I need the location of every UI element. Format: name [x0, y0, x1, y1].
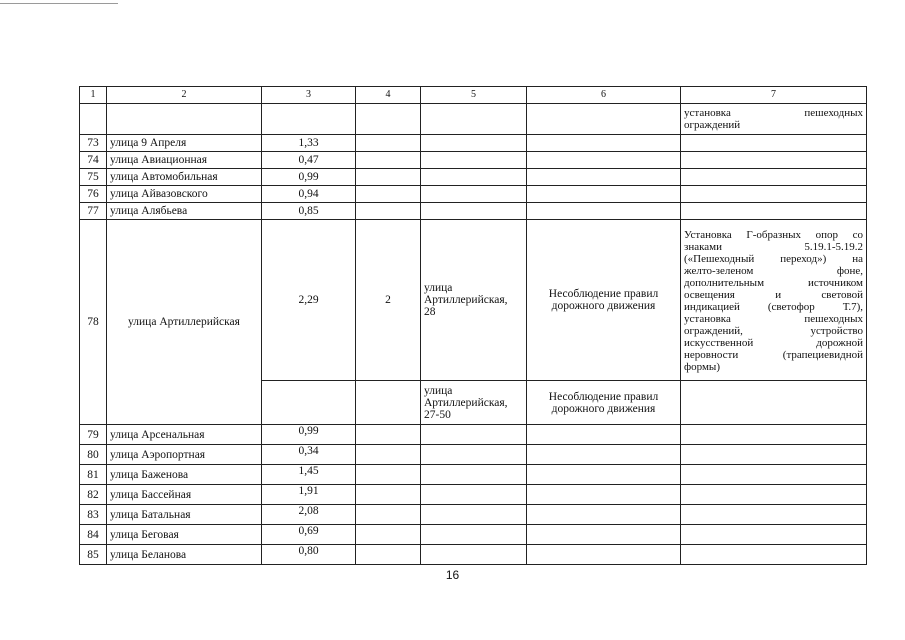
- empty-cell: [421, 186, 527, 203]
- measures-line: индикацией (светофор Т.7),: [684, 300, 863, 313]
- empty-cell: [356, 545, 421, 565]
- row-number: 79: [80, 425, 107, 445]
- street-name: улица Беланова: [107, 545, 262, 565]
- empty-cell: [681, 425, 867, 445]
- row-number: 74: [80, 152, 107, 169]
- street-name: улица Авиационная: [107, 152, 262, 169]
- empty-cell: [527, 485, 681, 505]
- empty-cell: [421, 465, 527, 485]
- street-name: улица Бассейная: [107, 485, 262, 505]
- empty-cell: [421, 135, 527, 152]
- length-value: 1,33: [262, 135, 356, 152]
- empty-cell: [527, 525, 681, 545]
- reason-2: Несоблюдение правил дорожного движения: [527, 381, 681, 425]
- measures-line: Установка Г-образных опор со: [684, 228, 863, 241]
- table-row: [80, 152, 867, 169]
- header-col-5: 5: [421, 87, 527, 104]
- empty-cell: [527, 169, 681, 186]
- empty-cell: [356, 135, 421, 152]
- row-number: 80: [80, 445, 107, 465]
- empty-cell: [527, 135, 681, 152]
- measures-line: («Пешеходный переход») на: [684, 252, 863, 265]
- location-2: улица Артиллерийская, 27-50: [421, 381, 527, 425]
- table-row: [80, 505, 867, 525]
- empty-cell: [421, 545, 527, 565]
- length-value: 0,99: [262, 169, 356, 186]
- empty-cell: [421, 525, 527, 545]
- empty-cell: [356, 485, 421, 505]
- table-row: [80, 425, 867, 445]
- street-name: улица Автомобильная: [107, 169, 262, 186]
- empty-cell: [681, 545, 867, 565]
- empty-cell: [421, 152, 527, 169]
- street-name: улица Беговая: [107, 525, 262, 545]
- measures-line: ограждений, устройство: [684, 324, 863, 337]
- empty-cell: [681, 525, 867, 545]
- street-name: улица Баженова: [107, 465, 262, 485]
- roads-table: [79, 86, 867, 565]
- row-number: 77: [80, 203, 107, 220]
- header-col-4: 4: [356, 87, 421, 104]
- table-row: [80, 545, 867, 565]
- empty-cell: [356, 186, 421, 203]
- table-row: [80, 485, 867, 505]
- measures-line: искусственной дорожной: [684, 336, 863, 349]
- table-row: [80, 445, 867, 465]
- length-value: 0,80: [262, 545, 356, 565]
- empty-cell: [681, 505, 867, 525]
- measures-line: освещения и световой: [684, 288, 863, 301]
- measures-line: установка пешеходных: [684, 312, 863, 325]
- street-name: улица Алябьева: [107, 203, 262, 220]
- row-number: 84: [80, 525, 107, 545]
- empty-cell: [356, 445, 421, 465]
- length-value: 0,34: [262, 445, 356, 465]
- measures-line: формы): [684, 360, 720, 373]
- empty-cell: [421, 425, 527, 445]
- continuation-row: [80, 104, 867, 135]
- street-name: улица Артиллерийская: [107, 220, 262, 425]
- length-value: 1,45: [262, 465, 356, 485]
- measures-line: знаками 5.19.1-5.19.2: [684, 240, 863, 253]
- header-col-2: 2: [107, 87, 262, 104]
- location-1: улица Артиллерийская, 28: [421, 220, 527, 381]
- length-value: 0,94: [262, 186, 356, 203]
- empty-cell: [681, 203, 867, 220]
- empty-cell: [421, 203, 527, 220]
- street-name: улица Аэропортная: [107, 445, 262, 465]
- row-number: 75: [80, 169, 107, 186]
- table-row-78: [80, 220, 867, 381]
- header-col-6: 6: [527, 87, 681, 104]
- empty-cell: [356, 525, 421, 545]
- empty-cell: [527, 152, 681, 169]
- empty-cell: [681, 135, 867, 152]
- table-row: [80, 525, 867, 545]
- empty-cell: [681, 186, 867, 203]
- street-name: улица 9 Апреля: [107, 135, 262, 152]
- row-number: 78: [80, 220, 107, 425]
- street-name: улица Батальная: [107, 505, 262, 525]
- table-row: [80, 135, 867, 152]
- row-number: 81: [80, 465, 107, 485]
- row-number: 82: [80, 485, 107, 505]
- length-value: 2,08: [262, 505, 356, 525]
- empty-cell: [356, 203, 421, 220]
- top-rule: [0, 3, 118, 4]
- header-col-7: 7: [681, 87, 867, 104]
- empty-cell: [421, 169, 527, 186]
- measures-line: желто-зеленом фоне,: [684, 264, 863, 277]
- measures-line: неровности (трапециевидной: [684, 348, 863, 361]
- empty-cell: [356, 169, 421, 186]
- length-value: 0,99: [262, 425, 356, 445]
- empty-cell: [356, 505, 421, 525]
- measures-text: [681, 220, 867, 381]
- empty-cell: [681, 445, 867, 465]
- page-number: 16: [445, 568, 460, 582]
- header-row: [80, 87, 867, 104]
- street-name: улица Айвазовского: [107, 186, 262, 203]
- empty-cell: [527, 545, 681, 565]
- length-value: 0,47: [262, 152, 356, 169]
- row-number: 85: [80, 545, 107, 565]
- empty-cell: [527, 445, 681, 465]
- empty-cell: [527, 505, 681, 525]
- empty-cell: [681, 485, 867, 505]
- length-value: 0,85: [262, 203, 356, 220]
- empty-cell: [356, 425, 421, 445]
- table-row: [80, 465, 867, 485]
- empty-cell: [681, 152, 867, 169]
- table-row: [80, 203, 867, 220]
- count-value: 2: [356, 220, 421, 381]
- continuation-measures: установка пешеходных ограждений: [681, 104, 867, 135]
- length-value: 2,29: [262, 220, 356, 381]
- empty-cell: [527, 203, 681, 220]
- empty-cell: [421, 445, 527, 465]
- measures-line: дополнительным источником: [684, 276, 863, 289]
- reason-1: Несоблюдение правил дорожного движения: [527, 220, 681, 381]
- empty-cell: [681, 465, 867, 485]
- table-row: [80, 169, 867, 186]
- empty-cell: [356, 465, 421, 485]
- empty-cell: [421, 505, 527, 525]
- row-number: 83: [80, 505, 107, 525]
- length-value: 0,69: [262, 525, 356, 545]
- length-value: 1,91: [262, 485, 356, 505]
- table-row: [80, 186, 867, 203]
- empty-cell: [527, 465, 681, 485]
- empty-cell: [421, 485, 527, 505]
- empty-cell: [356, 152, 421, 169]
- street-name: улица Арсенальная: [107, 425, 262, 445]
- row-number: 73: [80, 135, 107, 152]
- empty-cell: [681, 169, 867, 186]
- empty-cell: [527, 425, 681, 445]
- header-col-1: 1: [80, 87, 107, 104]
- row-number: 76: [80, 186, 107, 203]
- header-col-3: 3: [262, 87, 356, 104]
- empty-cell: [527, 186, 681, 203]
